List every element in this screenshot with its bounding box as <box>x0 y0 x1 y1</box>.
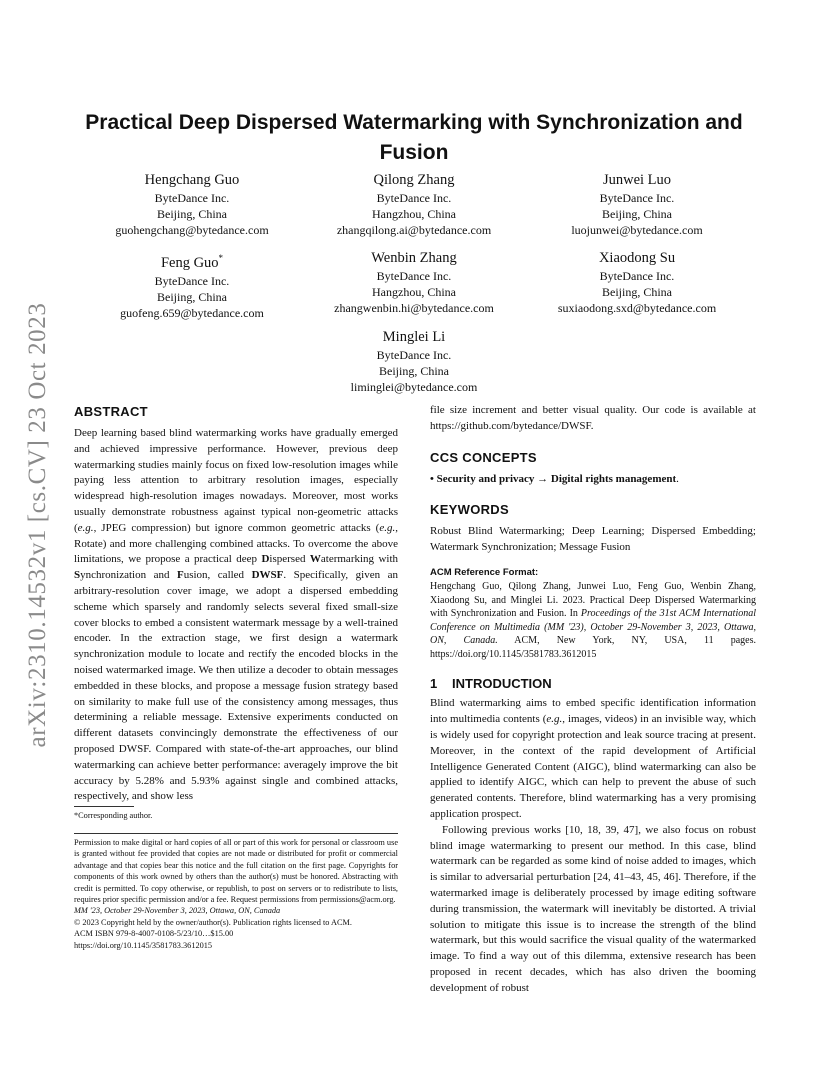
footnote: *Corresponding author. <box>74 811 153 820</box>
abstract-heading: ABSTRACT <box>74 404 148 419</box>
conference-line: MM '23, October 29-November 3, 2023, Ottawa, ON, Canada <box>74 906 281 916</box>
permission-rule <box>74 833 398 834</box>
author-location: Beijing, China <box>602 207 672 221</box>
isbn-line: ACM ISBN 979-8-4007-0108-5/23/10…$15.00 <box>74 929 234 939</box>
author-location: Hangzhou, China <box>372 285 456 299</box>
keywords-text: Robust Blind Watermarking; Deep Learning; Dispersed Embedding; Watermark Synchronization; Message Fusion <box>430 525 756 554</box>
author-block <box>72 248 312 321</box>
author-email: guohengchang@bytedance.com <box>115 223 269 237</box>
corresponding-mark: * <box>218 253 224 263</box>
acm-reference-text: Hengchang Guo, Qilong Zhang, Junwei Luo, Feng Guo, Wenbin Zhang, Xiaodong Su, and Minglei Li. 2023. Practical Deep Dispersed Watermarking with Synchronization and Fusion. In Proceedings of the 31st ACM International Conference on Multimedia (MM '23), October 29-November 3, 2023, Ottawa, ON, Canada. ACM, New York, NY, USA, 11 pages. https://doi.org/10.1145/3581783.3612015 <box>430 580 756 660</box>
permission-block <box>74 837 398 951</box>
author-name: Minglei Li <box>382 329 446 345</box>
author-block <box>294 170 534 238</box>
left-column <box>74 403 398 805</box>
author-affiliation: ByteDance Inc. <box>376 348 452 362</box>
intro-paragraph: Following previous works [10, 18, 39, 47], we also focus on robust blind image watermarking to present our method. In this case, blind watermark can be regarded as some kind of noise added to images, which is similar to adversarial perturbation [24, 41–43, 45, 46]. Therefore, if the watermarked image is deliberately processed by image editing software during transmission, the watermark will inevitably be distorted. A trivial solution to mitigate this issue is to increase the strength of the blind watermark, but this would sacrifice the visual quality of the watermarked image. To find a way out of this dilemma, extensive research has been proposed in recent decades, which has also driven the booming development of robust <box>430 823 756 994</box>
author-affiliation: ByteDance Inc. <box>376 269 452 283</box>
author-affiliation: ByteDance Inc. <box>154 273 230 288</box>
author-affiliation: ByteDance Inc. <box>154 191 230 205</box>
author-block <box>72 170 312 238</box>
author-name: Feng Guo* <box>160 253 224 271</box>
author-location: Beijing, China <box>602 285 672 299</box>
author-affiliation: ByteDance Inc. <box>376 191 452 205</box>
author-name: Hengchang Guo <box>144 172 240 188</box>
footnote-rule <box>74 806 134 807</box>
author-email: zhangqilong.ai@bytedance.com <box>336 223 492 237</box>
right-column <box>430 403 756 996</box>
section-number: 1 <box>430 675 438 691</box>
author-name: Junwei Luo <box>602 172 672 188</box>
author-email: guofeng.659@bytedance.com <box>120 305 264 320</box>
copyright-line: © 2023 Copyright held by the owner/author(s). Publication rights licensed to ACM. <box>74 917 352 927</box>
author-name: Wenbin Zhang <box>371 250 457 266</box>
doi-link[interactable]: https://doi.org/10.1145/3581783.3612015 <box>74 940 213 950</box>
keywords-heading: KEYWORDS <box>430 502 509 518</box>
author-block <box>294 327 534 395</box>
abstract-text: Deep learning based blind watermarking works have gradually emerged and achieved impressive performance. However, previous deep watermarking studies mainly focus on fixed low-resolution images while paying less attention to arbitrary resolution images, especially widespread high-resolution images nowadays. Moreover, most works usually demonstrate robustness against typical non-geometric attacks (e.g., JPEG compression) but ignore common geometric attacks (e.g., Rotate) and more challenging combined attacks. To overcome the above limitations, we propose a practical deep Dispersed Watermarking with Synchronization and Fusion, called DWSF. Specifically, given an arbitrary-resolution cover image, we adopt a dispersed embedding scheme which sparsely and randomly selects several fixed small-size cover blocks to embed a consistent watermark message by a well-trained encoder. In the extraction stage, we first design a watermark synchronization module to locate and rectify the encoded blocks in the noised watermarked image. We then utilize a decoder to obtain messages embedded in these blocks, and propose a message fusion strategy based on similarity to make full use of the consistency among messages, thus determining a reliable message. Extensive experiments conducted on different datasets convincingly demonstrate the effectiveness of our proposed DWSF. Compared with state-of-the-art approaches, our blind watermarking can achieve better performance: averagely improve the bit accuracy by 5.28% and 5.93% against single and combined attacks, respectively, and show less <box>74 427 399 803</box>
ccs-concepts: • Security and privacy → Digital rights management. <box>430 472 679 485</box>
acm-reference-heading: ACM Reference Format: <box>430 566 539 578</box>
author-block <box>517 248 757 316</box>
author-affiliation: ByteDance Inc. <box>599 191 675 205</box>
author-location: Beijing, China <box>157 207 227 221</box>
author-name: Xiaodong Su <box>598 250 676 266</box>
author-name: Qilong Zhang <box>373 172 455 188</box>
intro-paragraph: Blind watermarking aims to embed specific identification information into multimedia contents (e.g., images, videos) in an invisible way, which is widely used for copyright protection and leak source tracing at present. Moreover, in the context of the rapid development of Artificial Intelligence Generated Content (AIGC), blind watermarking can also be applied to identify AIGC, which can help to prevent the abuse of such generated contents. Therefore, blind watermarking has a very promising application prospect. <box>430 697 756 820</box>
author-block <box>294 248 534 316</box>
author-block <box>517 170 757 238</box>
author-location: Hangzhou, China <box>372 207 456 221</box>
author-email: liminglei@bytedance.com <box>350 380 478 394</box>
author-location: Beijing, China <box>379 364 449 378</box>
author-email: luojunwei@bytedance.com <box>571 223 703 237</box>
permission-text: Permission to make digital or hard copies of all or part of this work for personal or classroom use is granted without fee provided that copies are not made or distributed for profit or commercial advantage and that copies bear this notice and the full citation on the first page. Copyrights for components of this work owned by others than the author(s) must be honored. Abstracting with credit is permitted. To copy otherwise, or republish, to post on servers or to redistribute to lists, requires prior specific permission and/or a fee. Request permissions from permissions@acm.org. <box>74 838 398 905</box>
author-email: zhangwenbin.hi@bytedance.com <box>334 301 494 315</box>
author-affiliation: ByteDance Inc. <box>599 269 675 283</box>
arxiv-stamp <box>18 290 58 760</box>
author-location: Beijing, China <box>157 289 227 304</box>
author-email: suxiaodong.sxd@bytedance.com <box>557 301 717 315</box>
ccs-heading: CCS CONCEPTS <box>430 449 537 465</box>
paper-title: Practical Deep Dispersed Watermarking with Synchronization and Fusion <box>85 111 743 164</box>
arxiv-id: arXiv:2310.14532v1 [cs.CV] 23 Oct 2023 <box>24 302 51 748</box>
introduction-heading: 1 INTRODUCTION <box>430 675 552 691</box>
abstract-continued: file size increment and better visual quality. Our code is available at https://github.com/bytedance/DWSF. <box>430 404 756 432</box>
